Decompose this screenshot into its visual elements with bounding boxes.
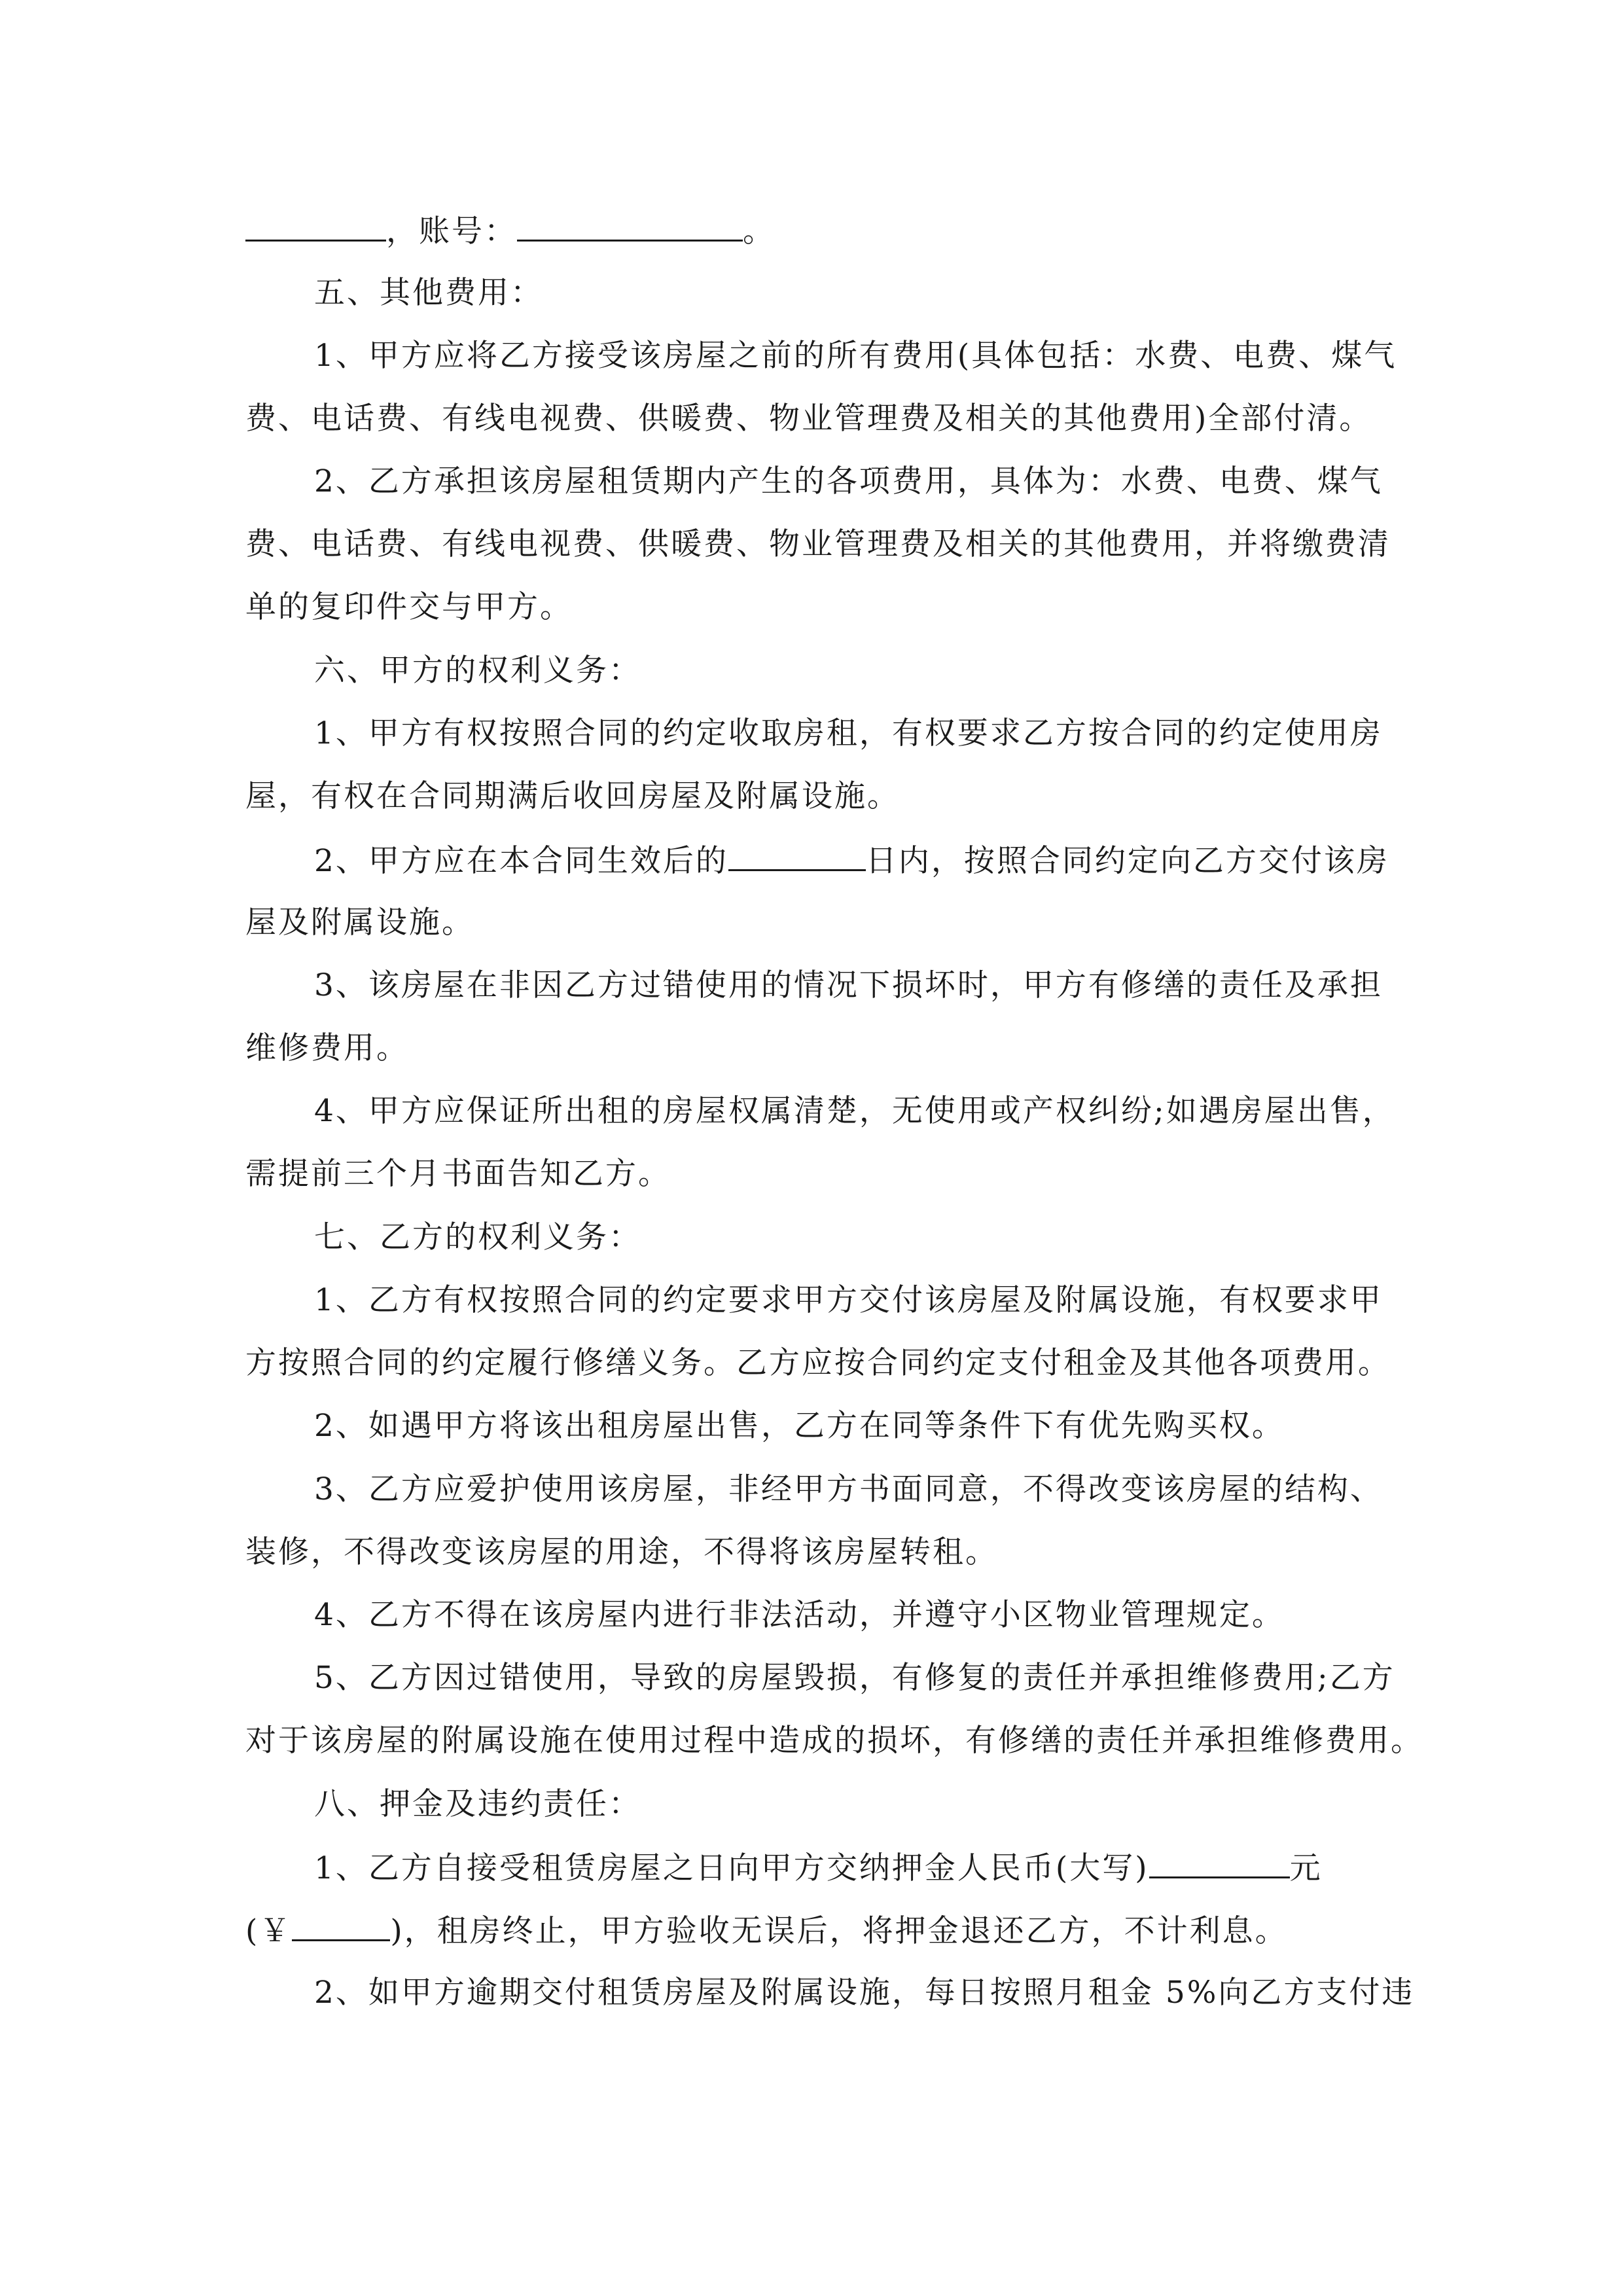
delivery-days-before: 2、甲方应在本合同生效后的 bbox=[314, 843, 728, 879]
paragraph-line: 费、电话费、有线电视费、供暖费、物业管理费及相关的其他费用，并将缴费清 bbox=[245, 526, 1391, 562]
paragraph-line: 费、电话费、有线电视费、供暖费、物业管理费及相关的其他费用)全部付清。 bbox=[245, 401, 1372, 437]
deposit-yuan-line bbox=[245, 1910, 1288, 1950]
paragraph-line: 2、乙方承担该房屋租赁期内产生的各项费用，具体为：水费、电费、煤气 bbox=[314, 463, 1383, 499]
paragraph-line: 3、乙方应爱护使用该房屋，非经甲方书面同意，不得改变该房屋的结构、 bbox=[314, 1471, 1383, 1507]
paragraph-line: 4、乙方不得在该房屋内进行非法活动，并遵守小区物业管理规定。 bbox=[314, 1597, 1285, 1633]
delivery-days-line bbox=[314, 840, 1389, 880]
paragraph-line: 单的复印件交与甲方。 bbox=[245, 589, 573, 625]
section-heading-party-a-rights: 六、甲方的权利义务： bbox=[314, 653, 641, 689]
account-line bbox=[245, 211, 776, 250]
paragraph-line: 装修，不得改变该房屋的用途，不得将该房屋转租。 bbox=[245, 1534, 998, 1570]
paragraph-line: 屋，有权在合同期满后收回房屋及附属设施。 bbox=[245, 778, 900, 814]
paragraph-line: 维修费用。 bbox=[245, 1030, 409, 1066]
paragraph-line: 1、乙方有权按照合同的约定要求甲方交付该房屋及附属设施，有权要求甲 bbox=[314, 1282, 1383, 1318]
paragraph-line: 2、如遇甲方将该出租房屋出售，乙方在同等条件下有优先购买权。 bbox=[314, 1408, 1285, 1444]
account-label: ，账号： bbox=[386, 213, 517, 249]
deposit-yuan-after: )，租房终止，甲方验收无误后，将押金退还乙方，不计利息。 bbox=[390, 1913, 1288, 1949]
payee-blank bbox=[245, 211, 386, 242]
paragraph-line: 2、如甲方逾期交付租赁房屋及附属设施，每日按照月租金 5%向乙方支付违 bbox=[314, 1975, 1415, 2011]
delivery-days-after: 日内，按照合同约定向乙方交付该房 bbox=[865, 843, 1389, 879]
deposit-amount-after: 元 bbox=[1289, 1850, 1323, 1886]
deposit-yuan-before: (￥ bbox=[245, 1913, 293, 1949]
delivery-days-blank bbox=[728, 840, 866, 871]
paragraph-line: 屋及附属设施。 bbox=[245, 905, 474, 941]
section-heading-party-b-rights: 七、乙方的权利义务： bbox=[314, 1219, 641, 1255]
paragraph-line: 对于该房屋的附属设施在使用过程中造成的损坏，有修缮的责任并承担维修费用。 bbox=[245, 1723, 1423, 1759]
deposit-figures-blank bbox=[292, 1910, 390, 1941]
account-line-end: 。 bbox=[743, 213, 776, 249]
section-heading-deposit: 八、押金及违约责任： bbox=[314, 1786, 641, 1822]
paragraph-line: 1、甲方有权按照合同的约定收取房租，有权要求乙方按合同的约定使用房 bbox=[314, 715, 1383, 751]
paragraph-line: 方按照合同的约定履行修缮义务。乙方应按合同约定支付租金及其他各项费用。 bbox=[245, 1345, 1391, 1381]
deposit-amount-before: 1、乙方自接受租赁房屋之日向甲方交纳押金人民币(大写) bbox=[314, 1850, 1149, 1886]
paragraph-line: 5、乙方因过错使用，导致的房屋毁损，有修复的责任并承担维修费用;乙方 bbox=[314, 1660, 1395, 1696]
section-heading-other-fees: 五、其他费用： bbox=[314, 275, 543, 311]
deposit-amount-line bbox=[314, 1848, 1323, 1887]
paragraph-line: 需提前三个月书面告知乙方。 bbox=[245, 1156, 671, 1192]
account-number-blank bbox=[517, 211, 743, 242]
deposit-words-blank bbox=[1149, 1848, 1290, 1878]
paragraph-line: 1、甲方应将乙方接受该房屋之前的所有费用(具体包括：水费、电费、煤气 bbox=[314, 338, 1397, 374]
paragraph-line: 4、甲方应保证所出租的房屋权属清楚，无使用或产权纠纷;如遇房屋出售， bbox=[314, 1093, 1395, 1129]
paragraph-line: 3、该房屋在非因乙方过错使用的情况下损坏时，甲方有修缮的责任及承担 bbox=[314, 967, 1383, 1003]
